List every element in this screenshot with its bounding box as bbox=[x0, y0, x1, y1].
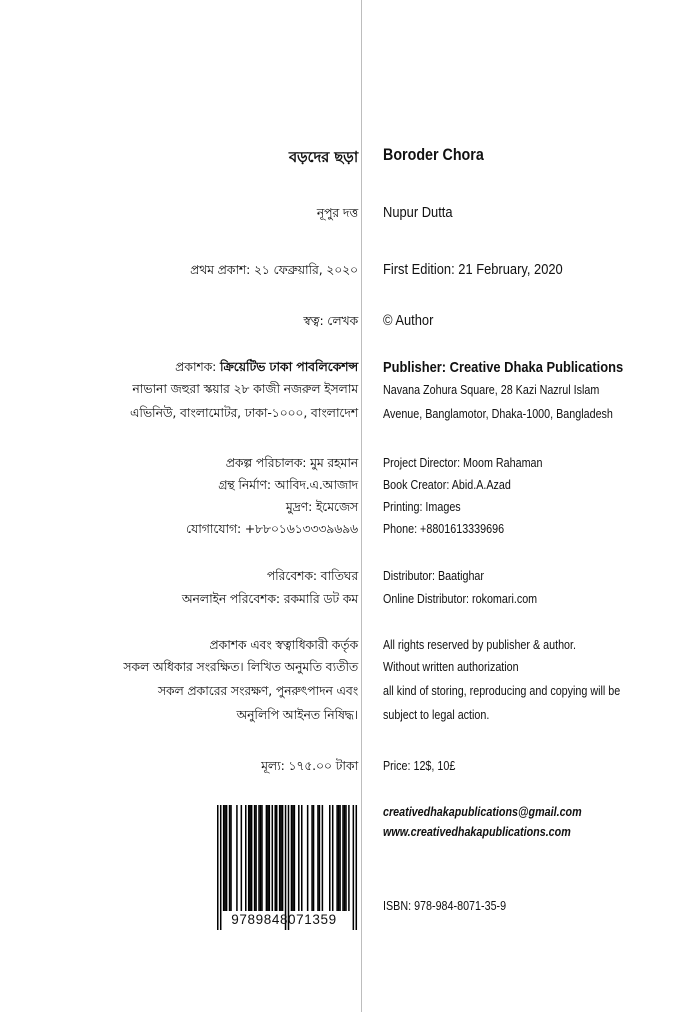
barcode-bar bbox=[255, 805, 257, 911]
barcode-bar bbox=[261, 805, 263, 911]
printing-en: Printing: Images bbox=[383, 500, 461, 514]
rights-3-en: all kind of storing, reproducing and copying will be bbox=[383, 684, 621, 698]
rights-1-bn: প্রকাশক এবং স্বত্বাধিকারী কর্তৃক bbox=[209, 637, 358, 652]
book-title-en: Boroder Chora bbox=[383, 145, 484, 164]
barcode-bar bbox=[342, 805, 344, 911]
rights-1-en: All rights reserved by publisher & author. bbox=[383, 638, 577, 652]
author-bn: নূপুর দত্ত bbox=[316, 205, 358, 220]
english-column bbox=[383, 0, 673, 1012]
barcode-bar bbox=[229, 805, 231, 911]
publisher-label-bn: প্রকাশক: bbox=[175, 359, 220, 374]
barcode-bar bbox=[272, 805, 274, 911]
address-1-en: Navana Zohura Square, 28 Kazi Nazrul Islam bbox=[383, 383, 600, 397]
barcode-bar bbox=[249, 805, 251, 911]
barcode-bar bbox=[236, 805, 238, 911]
author-en: Nupur Dutta bbox=[383, 204, 453, 221]
barcode-bar bbox=[332, 805, 334, 911]
online-distributor-bn: অনলাইন পরিবেশক: রকমারি ডট কম bbox=[181, 591, 358, 606]
barcode-bar bbox=[245, 805, 247, 911]
address-1-bn: নাভানা জহুরা স্কয়ার ২৮ কাজী নজরুল ইসলাম bbox=[132, 381, 358, 396]
barcode-bar bbox=[241, 805, 243, 911]
barcode-bar bbox=[345, 805, 347, 911]
barcode-bar bbox=[260, 805, 262, 911]
rights-2-bn: সকল অধিকার সংরক্ষিত। লিখিত অনুমতি ব্যতীত bbox=[123, 659, 358, 674]
book-title-bn: বড়দের ছড়া bbox=[288, 148, 358, 166]
isbn-en: ISBN: 978-984-8071-35-9 bbox=[383, 899, 507, 913]
publisher-en: Publisher: Creative Dhaka Publications bbox=[383, 359, 624, 376]
barcode-bar bbox=[258, 805, 260, 911]
barcode-bar bbox=[230, 805, 232, 911]
barcode-bar bbox=[301, 805, 303, 911]
barcode-bar bbox=[294, 805, 296, 911]
copyright-bn: স্বত্ব: লেখক bbox=[303, 313, 358, 328]
barcode-bar bbox=[336, 805, 338, 911]
barcode-bar bbox=[348, 805, 350, 911]
barcode-bar bbox=[226, 805, 228, 911]
center-divider bbox=[361, 0, 362, 1012]
barcode-bar bbox=[224, 805, 226, 911]
rights-2-en: Without written authorization bbox=[383, 660, 519, 674]
barcode-bar bbox=[248, 805, 250, 911]
publisher-line-bn bbox=[175, 359, 358, 379]
barcode-bar bbox=[298, 805, 300, 911]
barcode-bar bbox=[344, 805, 346, 911]
barcode-bar bbox=[329, 805, 331, 911]
distributor-en: Distributor: Baatighar bbox=[383, 569, 484, 583]
distributor-bn: পরিবেশক: বাতিঘর bbox=[266, 568, 358, 583]
barcode-bar bbox=[254, 805, 256, 911]
book-creator-bn: গ্রন্থ নির্মাণ: আবিদ.এ.আজাদ bbox=[218, 477, 358, 492]
barcode-bar bbox=[322, 805, 324, 911]
barcode-bar bbox=[280, 805, 282, 911]
rights-3-bn: সকল প্রকারের সংরক্ষণ, পুনরুৎপাদন এবং bbox=[157, 683, 358, 698]
barcode-bar bbox=[282, 805, 284, 911]
price-en: Price: 12$, 10£ bbox=[383, 759, 456, 773]
phone-en: Phone: +8801613339696 bbox=[383, 522, 505, 536]
barcode-bar bbox=[319, 805, 321, 911]
rights-4-bn: অনুলিপি আইনত নিষিদ্ধ। bbox=[236, 707, 358, 722]
barcode-bar bbox=[266, 805, 268, 911]
barcode-bar bbox=[311, 805, 313, 911]
edition-en: First Edition: 21 February, 2020 bbox=[383, 261, 563, 278]
project-director-en: Project Director: Moom Rahaman bbox=[383, 456, 543, 470]
rights-4-en: subject to legal action. bbox=[383, 708, 490, 722]
copyright-en: © Author bbox=[383, 312, 434, 329]
barcode-bar bbox=[269, 805, 271, 911]
phone-bn: যোগাযোগ: +৮৮০১৬১৩৩৩৯৬৯৬ bbox=[186, 521, 358, 536]
barcode-digits: 9789848071359 bbox=[231, 912, 337, 927]
email-link[interactable]: creativedhakapublications@gmail.com bbox=[383, 805, 582, 819]
barcode-bar bbox=[313, 805, 315, 911]
barcode-bar bbox=[223, 805, 225, 911]
printing-bn: মুদ্রণ: ইমেজেস bbox=[285, 499, 358, 514]
barcode-bar bbox=[279, 805, 281, 911]
barcode-bar bbox=[267, 805, 269, 911]
address-2-bn: এভিনিউ, বাংলামোটর, ঢাকা-১০০০, বাংলাদেশ bbox=[130, 405, 358, 420]
book-creator-en: Book Creator: Abid.A.Azad bbox=[383, 478, 511, 492]
online-distributor-en: Online Distributor: rokomari.com bbox=[383, 592, 538, 606]
publisher-name-bn: ক্রিয়েটিভ ঢাকা পাবলিকেশন্স bbox=[219, 359, 358, 374]
barcode-bar bbox=[338, 805, 340, 911]
barcode-bar bbox=[339, 805, 341, 911]
website-link[interactable]: www.creativedhakapublications.com bbox=[383, 825, 571, 839]
address-2-en: Avenue, Banglamotor, Dhaka-1000, Bangladesh bbox=[383, 407, 613, 421]
barcode-bar bbox=[274, 805, 276, 911]
barcode-bar bbox=[291, 805, 293, 911]
barcode-bar bbox=[276, 805, 278, 911]
barcode-bar bbox=[251, 805, 253, 911]
barcode-bar bbox=[307, 805, 309, 911]
project-director-bn: প্রকল্প পরিচালক: মুম রহমান bbox=[225, 455, 358, 470]
price-bn: মূল্য: ১৭৫.০০ টাকা bbox=[261, 758, 358, 773]
barcode-bar bbox=[317, 805, 319, 911]
edition-bn: প্রথম প্রকাশ: ২১ ফেব্রুয়ারি, ২০২০ bbox=[190, 262, 358, 277]
barcode-bar bbox=[292, 805, 294, 911]
